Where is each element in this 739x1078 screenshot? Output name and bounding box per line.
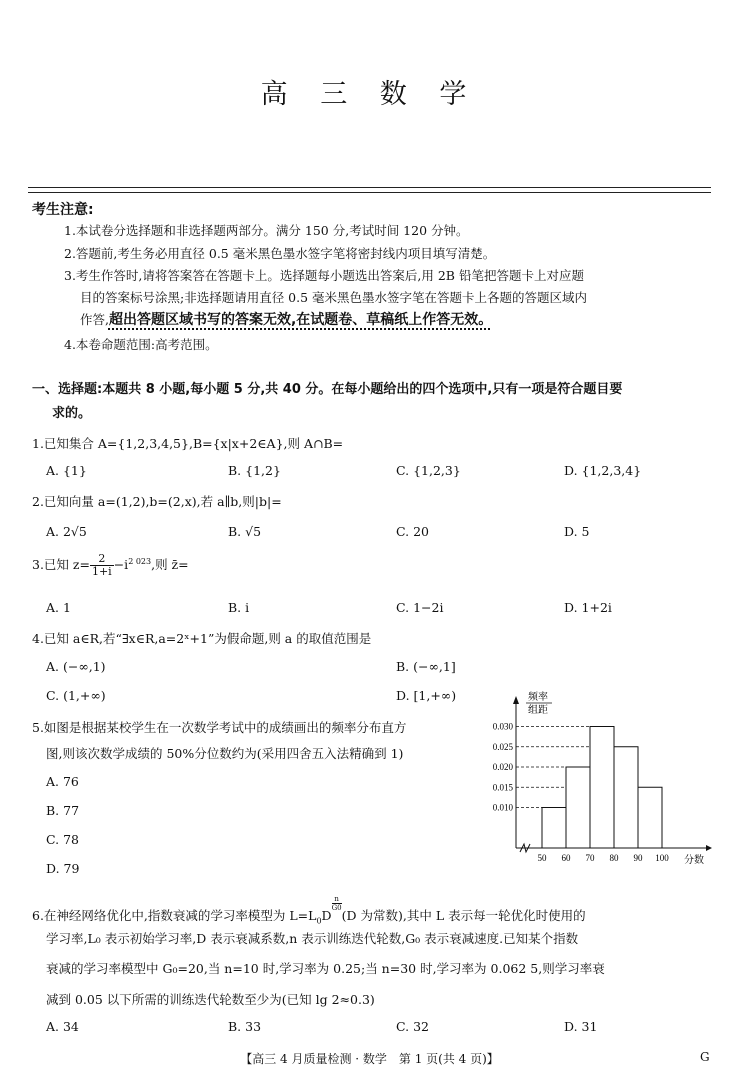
q6-stem-line2: 学习率,L₀ 表示初始学习率,D 表示衰减系数,n 表示训练迭代轮数,G₀ 表示衰减速度.已知某个指数	[46, 931, 579, 946]
q2-option-d: D. 5	[564, 524, 590, 539]
q2-option-c: C. 20	[396, 524, 429, 539]
q3-frac-num: 2	[90, 553, 114, 566]
frequency-histogram	[480, 688, 720, 868]
q6-line1-c: (D 为常数),其中 L 表示每一轮优化时使用的	[341, 908, 586, 923]
x-tick-label: 90	[633, 853, 643, 863]
notice-item-4: 4.本卷命题范围:高考范围。	[64, 337, 218, 352]
q6-stem-line4: 减到 0.05 以下所需的训练迭代轮数至少为(已知 lg 2≈0.3)	[46, 992, 375, 1007]
y-tick-label: 0.025	[492, 741, 513, 752]
q3-option-c: C. 1−2i	[396, 600, 444, 615]
q5-option-b: B. 77	[46, 803, 80, 818]
q1-option-b: B. {1,2}	[228, 463, 281, 478]
section-heading-cont: 求的。	[52, 406, 92, 421]
histogram-bar	[590, 727, 614, 849]
q3-option-d: D. 1+2i	[564, 600, 612, 615]
q5-option-d: D. 79	[46, 861, 80, 876]
notice-item-3-cont: 目的答案标号涂黑;非选择题请用直径 0.5 毫米黑色墨水签字笔在答题卡上各题的答题区域内	[80, 290, 588, 305]
q6-exponent	[332, 895, 342, 912]
q1-option-a: A. {1}	[46, 463, 87, 478]
notice-item-3: 3.考生作答时,请将答案答在答题卡上。选择题每小题选出答案后,用 2B 铅笔把答题卡上对应题	[64, 268, 584, 283]
y-label-bottom: 组距	[528, 705, 548, 716]
notice-item-2: 2.答题前,考生务必用直径 0.5 毫米黑色墨水签字笔将密封线内项目填写清楚。	[64, 246, 496, 261]
q1-option-d: D. {1,2,3,4}	[564, 463, 642, 478]
notice-item-3-tail: 作答,	[80, 312, 109, 327]
q3-stem-post: −i	[113, 557, 129, 572]
q6-exp-den: G0	[331, 904, 342, 912]
q5-option-a: A. 76	[46, 774, 79, 789]
q5-option-c: C. 78	[46, 832, 79, 847]
histogram-bar	[566, 767, 590, 848]
q4-option-d: D. [1,+∞)	[396, 688, 457, 703]
y-axis-arrow	[513, 696, 519, 704]
q4-option-c: C. (1,+∞)	[46, 688, 106, 703]
y-tick-label: 0.015	[492, 782, 513, 793]
q6-line1-a: 6.在神经网络优化中,指数衰减的学习率模型为 L=L	[32, 908, 317, 923]
notice-item-1: 1.本试卷分选择题和非选择题两部分。满分 150 分,考试时间 120 分钟。	[64, 223, 469, 238]
notice-emphasis: 超出答题区域书写的答案无效,在试题卷、草稿纸上作答无效。	[108, 312, 493, 328]
y-tick-label: 0.010	[492, 802, 513, 813]
header-rule-thin	[28, 192, 711, 193]
notice-item-3-end	[80, 309, 492, 329]
q6-line1-b: D	[321, 908, 332, 923]
q3-fraction	[90, 553, 114, 578]
q2-stem: 2.已知向量 a=(1,2),b=(2,x),若 a∥b,则|b|=	[32, 494, 282, 509]
x-tick-label: 60	[561, 853, 571, 863]
q4-stem: 4.已知 a∈R,若“∃x∈R,a=2ˣ+1”为假命题,则 a 的取值范围是	[32, 631, 372, 646]
x-tick-label: 70	[585, 853, 595, 863]
q3-stem-end: ,则 z̄=	[151, 557, 189, 572]
axis-break	[520, 844, 530, 852]
x-label: 分数	[684, 855, 704, 866]
q6-option-b: B. 33	[228, 1019, 262, 1034]
q3-option-b: B. i	[228, 600, 250, 615]
q6-option-c: C. 32	[396, 1019, 429, 1034]
q4-option-a: A. (−∞,1)	[46, 659, 106, 674]
paper-code: G	[700, 1050, 710, 1064]
q3-stem-pre: 3.已知 z=	[32, 557, 90, 572]
page-footer: 【高三 4 月质量检测 · 数学 第 1 页(共 4 页)】	[240, 1052, 499, 1066]
notice-heading: 考生注意:	[32, 202, 94, 218]
q6-exp-num: n	[332, 895, 342, 904]
q6-option-d: D. 31	[564, 1019, 598, 1034]
q2-option-b: B. √5	[228, 524, 262, 539]
x-tick-label: 100	[655, 853, 669, 863]
q5-stem-line2: 图,则该次数学成绩的 50%分位数约为(采用四舍五入法精确到 1)	[46, 746, 404, 761]
page-title: 高 三 数 学	[260, 79, 479, 110]
histogram-bar	[638, 787, 662, 848]
x-axis-arrow	[706, 845, 712, 851]
q6-stem-line3: 衰减的学习率模型中 G₀=20,当 n=10 时,学习率为 0.25;当 n=30 时,学习率为 0.062 5,则学习率衰	[46, 961, 605, 976]
q1-stem: 1.已知集合 A={1,2,3,4,5},B={x|x+2∈A},则 A∩B=	[32, 436, 344, 451]
q1-option-c: C. {1,2,3}	[396, 463, 461, 478]
q3-option-a: A. 1	[46, 600, 71, 615]
q6-line1-sub: 0	[316, 916, 322, 926]
q6-option-a: A. 34	[46, 1019, 79, 1034]
section-heading: 一、选择题:本题共 8 小题,每小题 5 分,共 40 分。在每小题给出的四个选项中,只有一项是符合题目要	[32, 382, 623, 397]
q6-stem-line1	[32, 895, 586, 926]
q4-option-b: B. (−∞,1]	[396, 659, 456, 674]
histogram-bar	[614, 747, 638, 848]
q3-exponent: 2 023	[128, 556, 152, 566]
x-tick-label: 80	[609, 853, 619, 863]
y-tick-label: 0.020	[492, 762, 513, 772]
q3-stem	[32, 553, 189, 578]
q5-stem-line1: 5.如图是根据某校学生在一次数学考试中的成绩画出的频率分布直方	[32, 720, 407, 735]
q3-frac-den: 1+i	[91, 565, 112, 578]
header-rule-thick	[28, 187, 711, 188]
y-tick-label: 0.030	[492, 721, 513, 732]
y-label-top: 频率	[528, 692, 548, 703]
q2-option-a: A. 2√5	[46, 524, 87, 539]
histogram-bar	[542, 808, 566, 849]
x-tick-label: 50	[537, 853, 547, 863]
